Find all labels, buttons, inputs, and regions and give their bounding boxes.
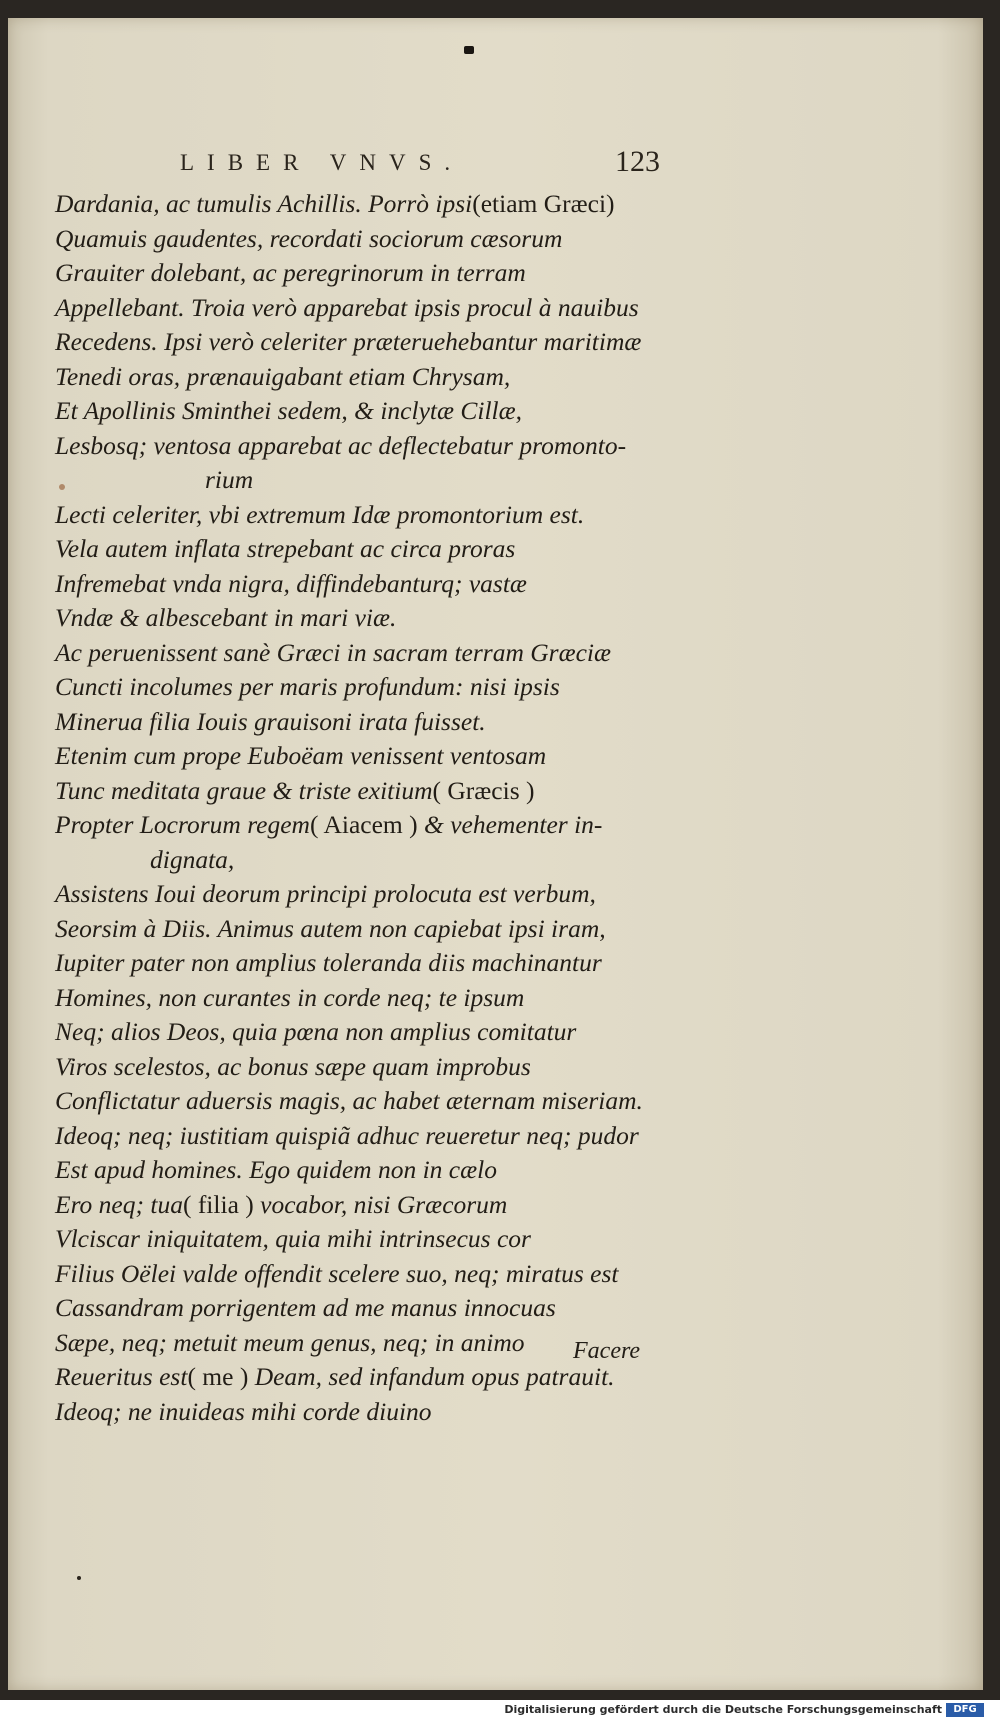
verse-line-text: rium [205,465,254,494]
verse-line [55,532,675,567]
verse-line-text: Dardania, ac tumulis Achillis. Porrò ipsi [55,189,473,218]
verse-line-text: Propter Locrorum regem [55,810,310,839]
verse-line [55,394,675,429]
running-head: LIBER VNVS. [180,150,464,175]
verse-line [55,1395,675,1430]
page-number: 123 [615,145,660,178]
verse-line [55,808,675,843]
verse-line-text: Ero neq; tua [55,1189,183,1219]
verse-line-text: Infremebat vnda nigra, diffindebanturq; vastæ [55,568,527,598]
verse-line-gloss: ( Aiacem ) [309,810,418,839]
verse-line-text: Grauiter dolebant, ac peregrinorum in terram [55,258,526,287]
verse-line-text: dignata, [150,844,235,874]
verse-line [55,325,675,360]
verse-line-text: Cassandram porrigentem ad me manus innocuas [55,1293,556,1322]
dfg-logo: DFG [946,1703,984,1717]
verse-line-text: Lesbosq; ventosa apparebat ac deflectebatur promonto- [55,430,627,460]
verse-line-text: Homines, non curantes in corde neq; te ipsum [55,982,525,1012]
verse-line-text: Viros scelestos, ac bonus sæpe quam improbus [55,1051,531,1081]
verse-line-gloss: (etiam Græci) [472,189,615,218]
verse-line [55,601,675,636]
verse-line-tail: Deam, sed infandum opus patrauit. [248,1362,615,1391]
verse-line [55,498,675,533]
verse-line [55,774,675,809]
verse-line-text: Ideoq; ne inuideas mihi corde diuino [55,1396,432,1426]
verse-line [55,463,675,498]
verse-line-text: Est apud homines. Ego quidem non in cælo [55,1155,497,1184]
verse-line [55,1153,675,1188]
verse-line-gloss: ( filia ) [182,1189,254,1219]
digitization-footer [0,1700,1000,1721]
verse-line [55,429,675,464]
verse-line [55,291,675,326]
verse-line-text: Iupiter pater non amplius toleranda diis machinantur [55,948,602,977]
verse-line-text: Cuncti incolumes per maris profundum: nisi ipsis [55,672,560,701]
verse-line [55,222,675,257]
verse-line-text: Vlciscar iniquitatem, quia mihi intrinsecus cor [55,1224,531,1253]
binding-mark [464,46,474,54]
verse-line [55,1222,675,1257]
verse-line [55,739,675,774]
verse-line [55,636,675,671]
verse-line-text: Sæpe, neq; metuit meum genus, neq; in animo [55,1327,525,1357]
verse-line [55,187,675,222]
verse-line-tail: vocabor, nisi Græcorum [253,1189,508,1219]
verse-line-text: Filius Oëlei valde offendit scelere suo, neq; miratus est [55,1258,619,1288]
verse-line-text: Vndæ & albescebant in mari viæ. [55,603,397,632]
verse-line [55,670,675,705]
verse-line [55,1257,675,1292]
verse-line [55,843,675,878]
verse-line [55,981,675,1016]
verse-line [55,1291,675,1326]
ink-speck [77,1576,81,1580]
footer-credit: Digitalisierung gefördert durch die Deutsche Forschungsgemeinschaft [504,1703,942,1716]
verse-line-tail: & vehementer in- [417,810,603,839]
verse-line [55,1015,675,1050]
verse-line-text: Recedens. Ipsi verò celeriter præteruehebantur maritimæ [55,327,642,356]
verse-line [55,567,675,602]
verse-line-text: Ac peruenissent sanè Græci in sacram terram Græciæ [55,637,611,667]
verse-line [55,946,675,981]
verse-text-block [55,187,675,1429]
verse-line [55,705,675,740]
verse-line-gloss: ( me ) [187,1362,249,1391]
verse-line-text: Neq; alios Deos, quia pœna non amplius comitatur [55,1017,577,1046]
verse-line-text: Seorsim à Diis. Animus autem non capiebat ipsi iram, [55,913,606,943]
verse-line-text: Quamuis gaudentes, recordati sociorum cæsorum [55,223,563,253]
verse-line-text: Conflictatur aduersis magis, ac habet æternam miseriam. [55,1086,643,1115]
verse-line-text: Et Apollinis Sminthei sedem, & inclytæ Cillæ, [55,396,523,425]
verse-line-gloss: ( Græcis ) [432,775,535,805]
verse-line-text: Ideoq; neq; iustitiam quispiã adhuc reueretur neq; pudor [55,1120,639,1150]
verse-line-text: Lecti celeriter, vbi extremum Idæ promontorium est. [55,499,585,529]
verse-line-text: Assistens Ioui deorum principi prolocuta est verbum, [55,879,596,908]
verse-line [55,1084,675,1119]
verse-line-text: Tunc meditata graue & triste exitium [55,775,433,805]
verse-line [55,877,675,912]
verse-line-text: Etenim cum prope Euboëam venissent ventosam [55,741,547,770]
verse-line [55,1050,675,1085]
verse-line-text: Vela autem inflata strepebant ac circa proras [55,534,516,563]
verse-line-text: Minerua filia Iouis grauisoni irata fuisset. [55,706,486,736]
verse-line-text: Appellebant. Troia verò apparebat ipsis procul à nauibus [55,292,639,322]
verse-line [55,912,675,947]
verse-line [55,1360,675,1395]
verse-line [55,256,675,291]
verse-line [55,360,675,395]
verse-line [55,1188,675,1223]
verse-line [55,1119,675,1154]
verse-line-text: Tenedi oras, prænauigabant etiam Chrysam, [55,361,511,391]
catchword: Facere [573,1338,641,1364]
verse-line-text: Reueritus est [55,1362,188,1391]
